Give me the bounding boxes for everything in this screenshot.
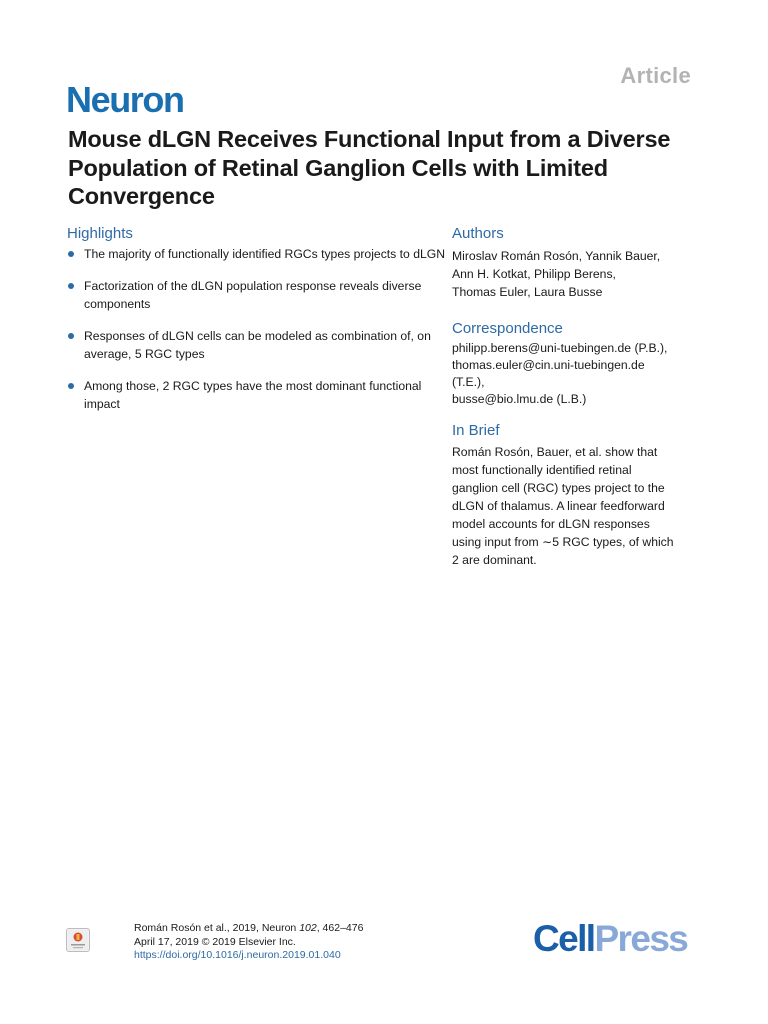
citation-prefix: Román Rosón et al., 2019, Neuron: [134, 922, 300, 934]
correspondence-heading: Correspondence: [452, 320, 563, 337]
date-line: April 17, 2019 © 2019 Elsevier Inc.: [134, 935, 296, 948]
in-brief-line: 2 are dominant.: [452, 553, 537, 567]
footer-citation: [134, 922, 484, 963]
check-for-updates-badge[interactable]: [66, 928, 90, 952]
authors-line: Miroslav Román Rosón, Yannik Bauer,: [452, 249, 661, 263]
highlights-heading: Highlights: [67, 225, 133, 242]
highlight-item: [67, 245, 447, 263]
bullet-icon: [68, 333, 74, 339]
authors-line: Thomas Euler, Laura Busse: [452, 285, 603, 299]
highlight-text: The majority of functionally identified RGCs types projects to dLGN: [84, 247, 446, 261]
correspondence-list: [452, 340, 752, 408]
email-link[interactable]: busse@bio.lmu.de (L.B.): [452, 392, 587, 406]
highlight-item: [67, 327, 447, 363]
highlights-list: [67, 245, 447, 427]
citation-line: [134, 922, 484, 936]
journal-logo[interactable]: Neuron: [66, 79, 184, 120]
citation-pages: , 462–476: [316, 922, 364, 934]
email-link[interactable]: thomas.euler@cin.uni-tuebingen.de: [452, 358, 645, 372]
cellpress-logo[interactable]: [533, 918, 687, 960]
authors-heading: Authors: [452, 225, 504, 242]
cellpress-logo-press: Press: [594, 918, 688, 959]
cellpress-logo-cell: Cell: [533, 918, 595, 959]
in-brief-heading: In Brief: [452, 422, 500, 439]
highlight-item: [67, 277, 447, 313]
highlight-text: Among those, 2 RGC types have the most dominant functional impact: [84, 379, 422, 411]
in-brief-line: dLGN of thalamus. A linear feedforward: [452, 499, 665, 513]
in-brief-line: using input from ∼5 RGC types, of which: [452, 535, 674, 549]
highlight-text: Responses of dLGN cells can be modeled as combination of, on average, 5 RGC types: [84, 329, 431, 361]
authors-line: Ann H. Kotkat, Philipp Berens,: [452, 267, 616, 281]
highlight-item: [67, 377, 447, 413]
in-brief-line: model accounts for dLGN responses: [452, 517, 650, 531]
bullet-icon: [68, 383, 74, 389]
email-link[interactable]: philipp.berens@uni-tuebingen.de (P.B.),: [452, 341, 668, 355]
citation-volume: 102: [299, 922, 317, 934]
in-brief-line: ganglion cell (RGC) types project to the: [452, 481, 665, 495]
in-brief-line: most functionally identified retinal: [452, 463, 632, 477]
email-initials: (T.E.),: [452, 375, 485, 389]
in-brief-text: [452, 443, 752, 569]
highlight-text: Factorization of the dLGN population response reveals diverse components: [84, 279, 422, 311]
article-type-label: Article: [620, 63, 691, 88]
authors-list: [452, 247, 752, 301]
doi-link[interactable]: https://doi.org/10.1016/j.neuron.2019.01.040: [134, 949, 341, 961]
article-title: Mouse dLGN Receives Functional Input from a Diverse Population of Retinal Ganglion Cells with Limited Convergence: [68, 126, 671, 209]
bullet-icon: [68, 283, 74, 289]
in-brief-line: Román Rosón, Bauer, et al. show that: [452, 445, 658, 459]
check-for-updates-icon: [67, 929, 89, 951]
bullet-icon: [68, 251, 74, 257]
